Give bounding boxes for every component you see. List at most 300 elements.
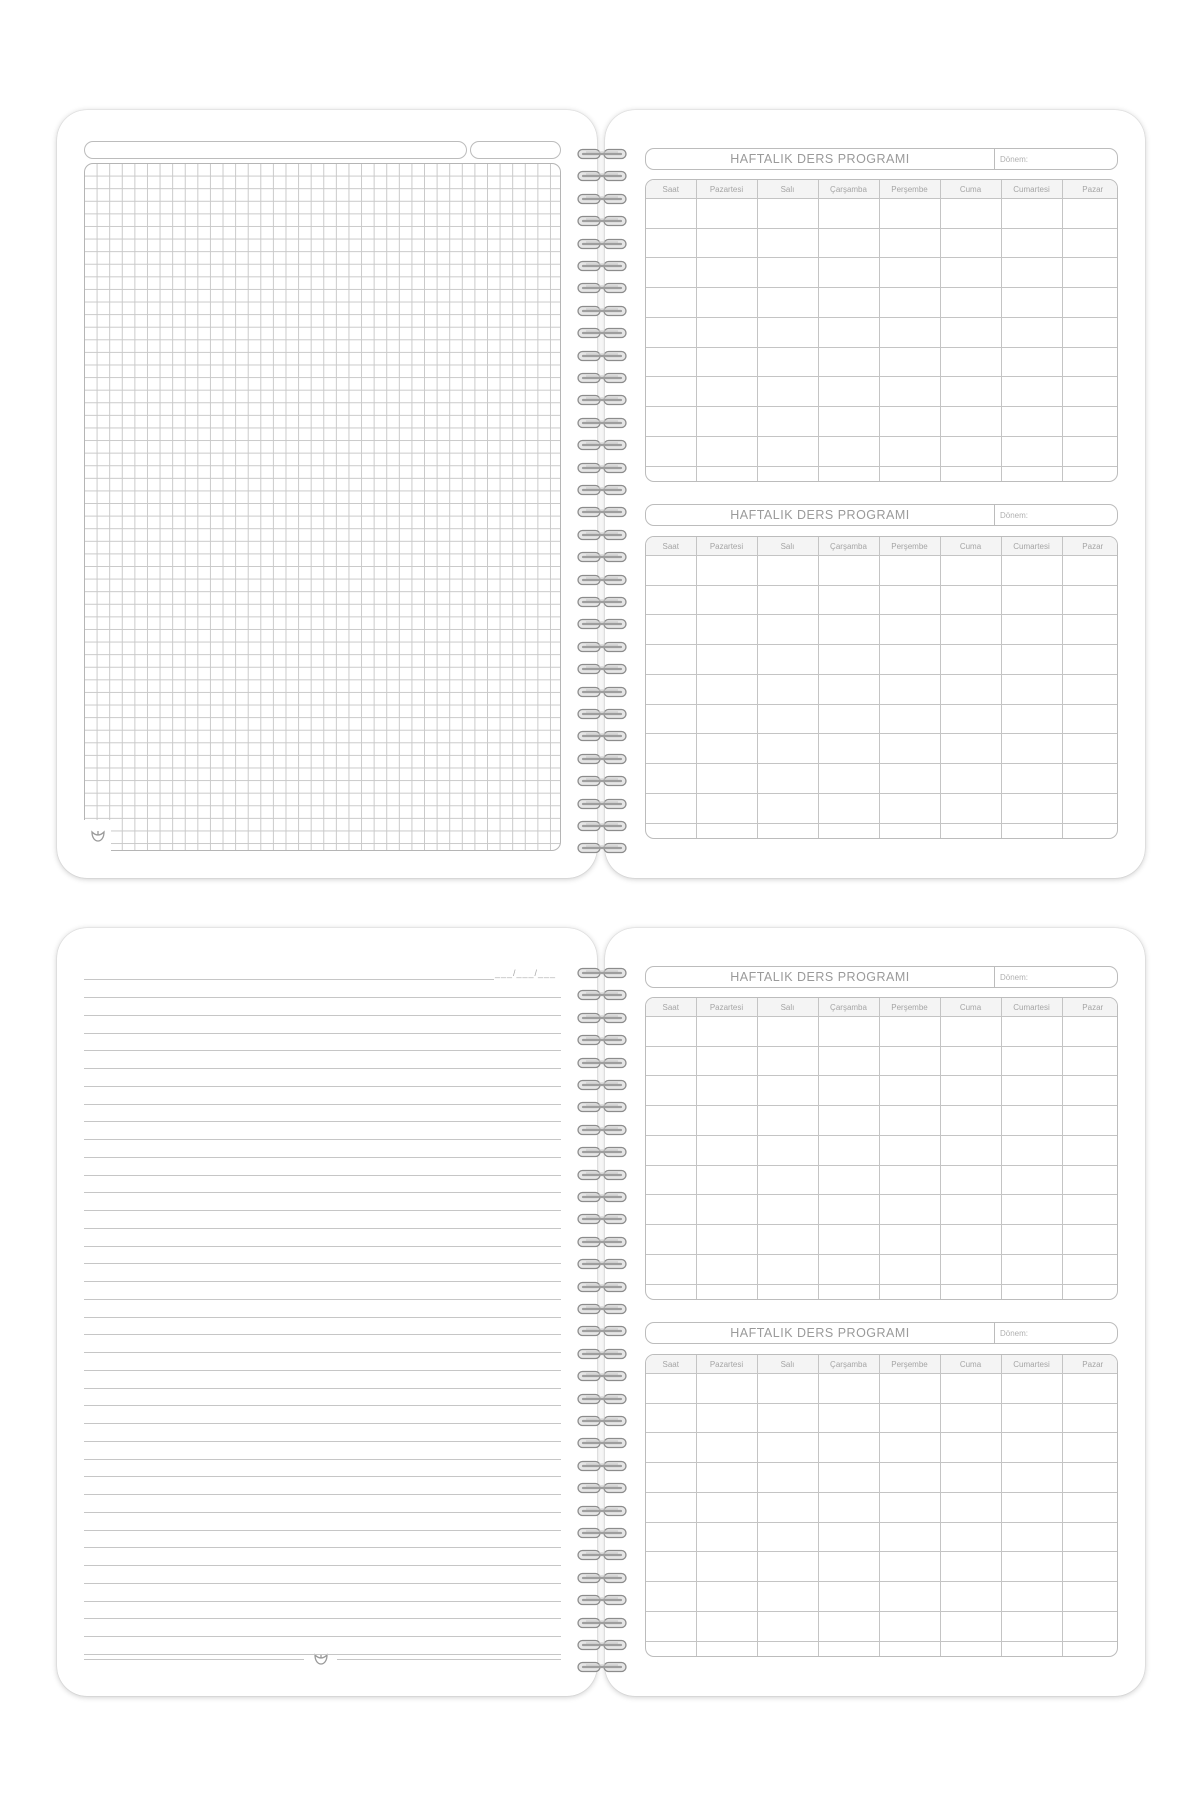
table-cell[interactable] <box>879 317 940 347</box>
table-cell[interactable] <box>1062 1403 1118 1433</box>
table-cell[interactable] <box>1062 764 1118 794</box>
table-cell[interactable] <box>696 1522 757 1552</box>
table-cell[interactable] <box>1062 1582 1118 1612</box>
table-cell[interactable] <box>646 585 696 615</box>
table-cell[interactable] <box>818 317 879 347</box>
table-cell[interactable] <box>940 585 1001 615</box>
table-cell[interactable] <box>696 704 757 734</box>
table-cell[interactable] <box>1001 645 1062 675</box>
table-cell[interactable] <box>1062 734 1118 764</box>
table-cell[interactable] <box>646 1135 696 1165</box>
table-cell[interactable] <box>757 288 818 318</box>
table-cell[interactable] <box>1001 1374 1062 1404</box>
table-cell[interactable] <box>757 645 818 675</box>
table-cell[interactable] <box>818 1492 879 1522</box>
table-cell[interactable] <box>940 1492 1001 1522</box>
table-cell[interactable] <box>646 1463 696 1493</box>
table-cell[interactable] <box>646 1522 696 1552</box>
table-cell[interactable] <box>757 1374 818 1404</box>
table-cell[interactable] <box>818 288 879 318</box>
table-cell[interactable] <box>879 228 940 258</box>
table-cell[interactable] <box>1001 1254 1062 1284</box>
table-cell[interactable] <box>879 199 940 229</box>
table-cell[interactable] <box>757 556 818 586</box>
table-cell[interactable] <box>1001 734 1062 764</box>
table-cell[interactable] <box>646 823 696 838</box>
table-cell[interactable] <box>818 1522 879 1552</box>
table-cell[interactable] <box>696 1284 757 1299</box>
table-cell[interactable] <box>1062 228 1118 258</box>
table-cell[interactable] <box>940 1135 1001 1165</box>
table-cell[interactable] <box>1062 1195 1118 1225</box>
table-cell[interactable] <box>879 1225 940 1255</box>
table-cell[interactable] <box>696 347 757 377</box>
table-cell[interactable] <box>757 1611 818 1641</box>
table-cell[interactable] <box>940 228 1001 258</box>
table-cell[interactable] <box>646 1195 696 1225</box>
table-cell[interactable] <box>1062 288 1118 318</box>
table-cell[interactable] <box>940 377 1001 407</box>
table-cell[interactable] <box>696 674 757 704</box>
table-cell[interactable] <box>1062 436 1118 466</box>
table-cell[interactable] <box>757 228 818 258</box>
table-cell[interactable] <box>757 199 818 229</box>
table-cell[interactable] <box>879 1611 940 1641</box>
table-cell[interactable] <box>646 645 696 675</box>
table-cell[interactable] <box>818 1046 879 1076</box>
table-cell[interactable] <box>757 1195 818 1225</box>
table-cell[interactable] <box>646 1225 696 1255</box>
table-cell[interactable] <box>879 407 940 437</box>
table-cell[interactable] <box>818 258 879 288</box>
table-cell[interactable] <box>696 1552 757 1582</box>
table-cell[interactable] <box>1062 1106 1118 1136</box>
table-cell[interactable] <box>818 1165 879 1195</box>
table-cell[interactable] <box>1062 1254 1118 1284</box>
table-cell[interactable] <box>879 1284 940 1299</box>
table-cell[interactable] <box>696 1492 757 1522</box>
table-cell[interactable] <box>879 1582 940 1612</box>
table-cell[interactable] <box>646 436 696 466</box>
table-cell[interactable] <box>818 1552 879 1582</box>
table-cell[interactable] <box>646 1106 696 1136</box>
table-cell[interactable] <box>646 1017 696 1047</box>
table-cell[interactable] <box>1001 1076 1062 1106</box>
table-cell[interactable] <box>1062 1492 1118 1522</box>
table-cell[interactable] <box>646 377 696 407</box>
table-cell[interactable] <box>1001 1492 1062 1522</box>
table-cell[interactable] <box>940 734 1001 764</box>
table-cell[interactable] <box>879 585 940 615</box>
table-cell[interactable] <box>757 585 818 615</box>
table-cell[interactable] <box>696 1046 757 1076</box>
table-cell[interactable] <box>757 258 818 288</box>
table-cell[interactable] <box>757 407 818 437</box>
table-cell[interactable] <box>818 1225 879 1255</box>
table-cell[interactable] <box>646 1433 696 1463</box>
table-cell[interactable] <box>696 645 757 675</box>
title-field[interactable] <box>84 141 467 159</box>
table-cell[interactable] <box>940 258 1001 288</box>
table-cell[interactable] <box>818 1106 879 1136</box>
table-cell[interactable] <box>757 1076 818 1106</box>
table-cell[interactable] <box>1062 377 1118 407</box>
table-cell[interactable] <box>940 1552 1001 1582</box>
table-cell[interactable] <box>879 1106 940 1136</box>
table-cell[interactable] <box>757 1165 818 1195</box>
table-cell[interactable] <box>940 407 1001 437</box>
table-cell[interactable] <box>818 1374 879 1404</box>
table-cell[interactable] <box>1001 704 1062 734</box>
table-cell[interactable] <box>879 793 940 823</box>
table-cell[interactable] <box>879 1254 940 1284</box>
table-cell[interactable] <box>1001 1195 1062 1225</box>
table-cell[interactable] <box>818 1641 879 1656</box>
table-cell[interactable] <box>757 1433 818 1463</box>
table-cell[interactable] <box>1062 1463 1118 1493</box>
table-cell[interactable] <box>940 1582 1001 1612</box>
table-cell[interactable] <box>646 1284 696 1299</box>
table-cell[interactable] <box>1062 1522 1118 1552</box>
table-cell[interactable] <box>879 734 940 764</box>
table-cell[interactable] <box>696 1165 757 1195</box>
table-cell[interactable] <box>818 734 879 764</box>
table-cell[interactable] <box>940 793 1001 823</box>
table-cell[interactable] <box>879 1195 940 1225</box>
table-cell[interactable] <box>818 1076 879 1106</box>
table-cell[interactable] <box>940 466 1001 481</box>
table-cell[interactable] <box>757 1225 818 1255</box>
table-cell[interactable] <box>646 317 696 347</box>
table-cell[interactable] <box>1062 466 1118 481</box>
table-cell[interactable] <box>1062 1225 1118 1255</box>
table-cell[interactable] <box>757 615 818 645</box>
table-cell[interactable] <box>1001 436 1062 466</box>
table-cell[interactable] <box>1062 1076 1118 1106</box>
table-cell[interactable] <box>696 407 757 437</box>
table-cell[interactable] <box>1001 1522 1062 1552</box>
table-cell[interactable] <box>879 1552 940 1582</box>
table-cell[interactable] <box>879 258 940 288</box>
table-cell[interactable] <box>940 823 1001 838</box>
table-cell[interactable] <box>757 347 818 377</box>
table-cell[interactable] <box>696 556 757 586</box>
table-cell[interactable] <box>757 704 818 734</box>
table-cell[interactable] <box>696 1225 757 1255</box>
table-cell[interactable] <box>818 1135 879 1165</box>
date-field[interactable] <box>470 141 561 159</box>
table-cell[interactable] <box>757 1522 818 1552</box>
table-cell[interactable] <box>646 1076 696 1106</box>
table-cell[interactable] <box>879 377 940 407</box>
table-cell[interactable] <box>940 1374 1001 1404</box>
table-cell[interactable] <box>940 1284 1001 1299</box>
table-cell[interactable] <box>1001 1433 1062 1463</box>
table-cell[interactable] <box>696 199 757 229</box>
table-cell[interactable] <box>646 1641 696 1656</box>
table-cell[interactable] <box>940 288 1001 318</box>
table-cell[interactable] <box>879 615 940 645</box>
table-cell[interactable] <box>1062 1641 1118 1656</box>
table-cell[interactable] <box>940 317 1001 347</box>
table-cell[interactable] <box>646 1254 696 1284</box>
table-cell[interactable] <box>696 1106 757 1136</box>
table-cell[interactable] <box>696 764 757 794</box>
table-cell[interactable] <box>1001 1135 1062 1165</box>
table-cell[interactable] <box>696 1195 757 1225</box>
table-cell[interactable] <box>940 556 1001 586</box>
table-cell[interactable] <box>696 317 757 347</box>
table-cell[interactable] <box>818 1017 879 1047</box>
table-cell[interactable] <box>1001 1017 1062 1047</box>
table-cell[interactable] <box>646 793 696 823</box>
table-cell[interactable] <box>818 1433 879 1463</box>
table-cell[interactable] <box>879 556 940 586</box>
table-cell[interactable] <box>696 793 757 823</box>
table-cell[interactable] <box>818 466 879 481</box>
table-cell[interactable] <box>1001 1046 1062 1076</box>
table-cell[interactable] <box>879 674 940 704</box>
table-cell[interactable] <box>1062 585 1118 615</box>
table-cell[interactable] <box>646 615 696 645</box>
table-cell[interactable] <box>757 1284 818 1299</box>
table-cell[interactable] <box>1001 1106 1062 1136</box>
table-cell[interactable] <box>940 1254 1001 1284</box>
table-cell[interactable] <box>757 1552 818 1582</box>
table-cell[interactable] <box>1001 1611 1062 1641</box>
table-cell[interactable] <box>757 1641 818 1656</box>
table-cell[interactable] <box>1062 704 1118 734</box>
table-cell[interactable] <box>1001 377 1062 407</box>
table-cell[interactable] <box>646 1403 696 1433</box>
table-cell[interactable] <box>1001 288 1062 318</box>
table-cell[interactable] <box>646 556 696 586</box>
table-cell[interactable] <box>1062 1611 1118 1641</box>
table-cell[interactable] <box>646 1552 696 1582</box>
table-cell[interactable] <box>1001 1463 1062 1493</box>
table-cell[interactable] <box>1062 793 1118 823</box>
table-cell[interactable] <box>1062 1552 1118 1582</box>
table-cell[interactable] <box>646 199 696 229</box>
table-cell[interactable] <box>879 347 940 377</box>
table-cell[interactable] <box>940 1611 1001 1641</box>
table-cell[interactable] <box>696 1611 757 1641</box>
table-cell[interactable] <box>696 258 757 288</box>
table-cell[interactable] <box>879 1463 940 1493</box>
table-cell[interactable] <box>696 823 757 838</box>
table-cell[interactable] <box>1001 1225 1062 1255</box>
table-cell[interactable] <box>646 674 696 704</box>
table-cell[interactable] <box>757 377 818 407</box>
table-cell[interactable] <box>879 1046 940 1076</box>
table-cell[interactable] <box>757 1046 818 1076</box>
table-cell[interactable] <box>1001 1552 1062 1582</box>
table-cell[interactable] <box>940 704 1001 734</box>
table-cell[interactable] <box>1001 347 1062 377</box>
table-cell[interactable] <box>818 347 879 377</box>
table-cell[interactable] <box>818 645 879 675</box>
table-cell[interactable] <box>940 1522 1001 1552</box>
table-cell[interactable] <box>757 823 818 838</box>
table-cell[interactable] <box>696 1374 757 1404</box>
table-cell[interactable] <box>1001 1284 1062 1299</box>
table-cell[interactable] <box>696 1582 757 1612</box>
table-cell[interactable] <box>879 823 940 838</box>
table-cell[interactable] <box>1062 1017 1118 1047</box>
table-cell[interactable] <box>646 407 696 437</box>
table-cell[interactable] <box>646 1165 696 1195</box>
table-cell[interactable] <box>1001 585 1062 615</box>
table-cell[interactable] <box>818 764 879 794</box>
table-cell[interactable] <box>696 1403 757 1433</box>
table-cell[interactable] <box>879 1403 940 1433</box>
table-cell[interactable] <box>879 1135 940 1165</box>
table-cell[interactable] <box>757 466 818 481</box>
table-cell[interactable] <box>1062 199 1118 229</box>
table-cell[interactable] <box>879 645 940 675</box>
table-cell[interactable] <box>1062 317 1118 347</box>
table-cell[interactable] <box>940 1225 1001 1255</box>
table-cell[interactable] <box>696 1463 757 1493</box>
table-cell[interactable] <box>818 1254 879 1284</box>
table-cell[interactable] <box>646 1611 696 1641</box>
table-cell[interactable] <box>1001 1641 1062 1656</box>
table-cell[interactable] <box>818 556 879 586</box>
table-cell[interactable] <box>940 615 1001 645</box>
table-cell[interactable] <box>1062 1046 1118 1076</box>
table-cell[interactable] <box>757 436 818 466</box>
table-cell[interactable] <box>696 436 757 466</box>
table-cell[interactable] <box>646 1582 696 1612</box>
table-cell[interactable] <box>818 377 879 407</box>
table-cell[interactable] <box>1001 1165 1062 1195</box>
table-cell[interactable] <box>696 734 757 764</box>
table-cell[interactable] <box>757 1106 818 1136</box>
table-cell[interactable] <box>818 1463 879 1493</box>
table-cell[interactable] <box>818 585 879 615</box>
table-cell[interactable] <box>757 674 818 704</box>
table-cell[interactable] <box>1001 556 1062 586</box>
table-cell[interactable] <box>940 199 1001 229</box>
table-cell[interactable] <box>646 347 696 377</box>
table-cell[interactable] <box>818 436 879 466</box>
table-cell[interactable] <box>646 258 696 288</box>
table-cell[interactable] <box>1001 1582 1062 1612</box>
table-cell[interactable] <box>1062 674 1118 704</box>
table-cell[interactable] <box>818 674 879 704</box>
table-cell[interactable] <box>940 1195 1001 1225</box>
table-cell[interactable] <box>818 1611 879 1641</box>
table-cell[interactable] <box>940 1641 1001 1656</box>
table-cell[interactable] <box>1001 258 1062 288</box>
table-cell[interactable] <box>940 764 1001 794</box>
table-cell[interactable] <box>757 1492 818 1522</box>
table-cell[interactable] <box>1001 199 1062 229</box>
table-cell[interactable] <box>940 1403 1001 1433</box>
table-cell[interactable] <box>696 1254 757 1284</box>
table-cell[interactable] <box>818 615 879 645</box>
table-cell[interactable] <box>757 1135 818 1165</box>
table-cell[interactable] <box>1001 615 1062 645</box>
table-cell[interactable] <box>757 1403 818 1433</box>
table-cell[interactable] <box>879 466 940 481</box>
table-cell[interactable] <box>646 1492 696 1522</box>
table-cell[interactable] <box>940 1463 1001 1493</box>
table-cell[interactable] <box>1001 764 1062 794</box>
table-cell[interactable] <box>646 1374 696 1404</box>
table-cell[interactable] <box>940 1046 1001 1076</box>
table-cell[interactable] <box>696 1641 757 1656</box>
table-cell[interactable] <box>818 793 879 823</box>
table-cell[interactable] <box>696 1076 757 1106</box>
table-cell[interactable] <box>646 228 696 258</box>
table-cell[interactable] <box>757 793 818 823</box>
table-cell[interactable] <box>879 436 940 466</box>
table-cell[interactable] <box>1001 407 1062 437</box>
table-cell[interactable] <box>940 347 1001 377</box>
table-cell[interactable] <box>1062 615 1118 645</box>
table-cell[interactable] <box>940 436 1001 466</box>
table-cell[interactable] <box>646 734 696 764</box>
table-cell[interactable] <box>757 764 818 794</box>
table-cell[interactable] <box>646 1046 696 1076</box>
table-cell[interactable] <box>818 1284 879 1299</box>
table-cell[interactable] <box>879 1433 940 1463</box>
table-cell[interactable] <box>696 1135 757 1165</box>
table-cell[interactable] <box>879 1076 940 1106</box>
table-cell[interactable] <box>646 288 696 318</box>
table-cell[interactable] <box>940 1017 1001 1047</box>
table-cell[interactable] <box>696 585 757 615</box>
table-cell[interactable] <box>696 1017 757 1047</box>
table-cell[interactable] <box>879 1374 940 1404</box>
table-cell[interactable] <box>1062 645 1118 675</box>
table-cell[interactable] <box>818 199 879 229</box>
table-cell[interactable] <box>1062 347 1118 377</box>
table-cell[interactable] <box>1001 1403 1062 1433</box>
table-cell[interactable] <box>1062 407 1118 437</box>
table-cell[interactable] <box>757 1582 818 1612</box>
table-cell[interactable] <box>1001 823 1062 838</box>
table-cell[interactable] <box>940 1076 1001 1106</box>
table-cell[interactable] <box>757 1017 818 1047</box>
table-cell[interactable] <box>1001 317 1062 347</box>
table-cell[interactable] <box>1001 674 1062 704</box>
table-cell[interactable] <box>1062 258 1118 288</box>
table-cell[interactable] <box>818 1582 879 1612</box>
table-cell[interactable] <box>818 407 879 437</box>
table-cell[interactable] <box>879 1492 940 1522</box>
table-cell[interactable] <box>696 377 757 407</box>
table-cell[interactable] <box>818 823 879 838</box>
table-cell[interactable] <box>757 317 818 347</box>
table-cell[interactable] <box>1062 1165 1118 1195</box>
table-cell[interactable] <box>696 1433 757 1463</box>
table-cell[interactable] <box>757 1463 818 1493</box>
table-cell[interactable] <box>818 1195 879 1225</box>
table-cell[interactable] <box>646 704 696 734</box>
table-cell[interactable] <box>940 1165 1001 1195</box>
table-cell[interactable] <box>696 615 757 645</box>
table-cell[interactable] <box>757 1254 818 1284</box>
table-cell[interactable] <box>1001 466 1062 481</box>
table-cell[interactable] <box>940 674 1001 704</box>
table-cell[interactable] <box>818 704 879 734</box>
table-cell[interactable] <box>879 764 940 794</box>
table-cell[interactable] <box>757 734 818 764</box>
table-cell[interactable] <box>879 1165 940 1195</box>
table-cell[interactable] <box>1001 793 1062 823</box>
